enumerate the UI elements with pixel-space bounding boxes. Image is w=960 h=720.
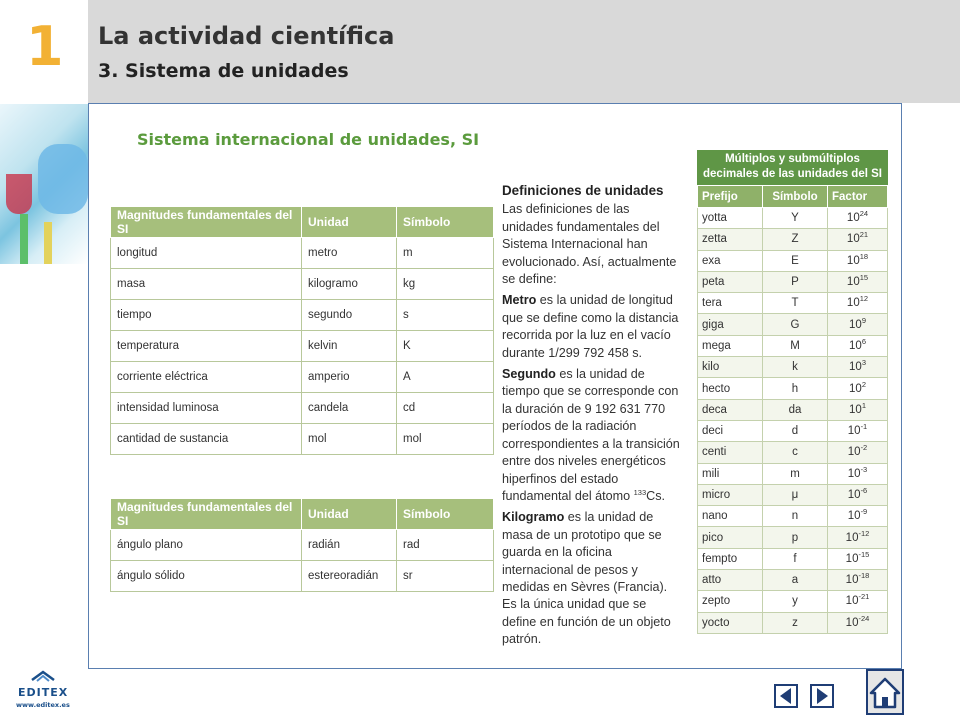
- prefixes-title: Múltiplos y submúltiplos decimales de las unidades del SI: [697, 150, 888, 185]
- isotope-symbol: Cs.: [646, 488, 666, 503]
- table-row: [698, 314, 888, 335]
- factor-base: 10: [845, 531, 859, 544]
- prefix-name: mega: [698, 335, 763, 356]
- factor-exponent: 18: [859, 251, 869, 261]
- table-row: [698, 335, 888, 356]
- table-row: [111, 238, 494, 269]
- table-row: [111, 424, 494, 455]
- prefix-name: yotta: [698, 208, 763, 229]
- prefix-name: deca: [698, 399, 763, 420]
- table-header: Símbolo: [397, 207, 494, 238]
- table-row: [698, 208, 888, 229]
- page-subtitle: 3. Sistema de unidades: [98, 60, 349, 82]
- table-cell: amperio: [302, 362, 397, 393]
- table-cell: ángulo sólido: [111, 561, 302, 592]
- factor-base: 10: [849, 382, 862, 395]
- table-row: [111, 269, 494, 300]
- prefix-factor: [828, 548, 888, 569]
- table-header: Factor: [828, 186, 888, 208]
- logo-text: EDITEX: [18, 686, 69, 699]
- factor-exponent: 24: [859, 209, 869, 219]
- test-tube-shape: [44, 222, 52, 264]
- prefix-name: peta: [698, 271, 763, 292]
- table-cell: tiempo: [111, 300, 302, 331]
- factor-exponent: -2: [860, 443, 868, 453]
- table-cell: intensidad luminosa: [111, 393, 302, 424]
- table-cell: corriente eléctrica: [111, 362, 302, 393]
- prefix-factor: [828, 293, 888, 314]
- section-title: Sistema internacional de unidades, SI: [137, 130, 480, 149]
- factor-base: 10: [847, 446, 861, 459]
- table-cell: cantidad de sustancia: [111, 424, 302, 455]
- arrow-left-icon: [776, 686, 796, 706]
- prefix-symbol: m: [763, 463, 828, 484]
- prefix-name: mili: [698, 463, 763, 484]
- fundamental-units-table: [110, 206, 494, 455]
- prefix-symbol: T: [763, 293, 828, 314]
- factor-base: 10: [845, 552, 859, 565]
- prefix-name: hecto: [698, 378, 763, 399]
- prefix-name: centi: [698, 442, 763, 463]
- factor-exponent: -18: [858, 571, 870, 581]
- test-tube-shape: [20, 214, 28, 264]
- table-row: [698, 527, 888, 548]
- factor-base: 10: [847, 510, 861, 523]
- table-row: [698, 420, 888, 441]
- prefix-symbol: Z: [763, 229, 828, 250]
- home-icon: [868, 671, 902, 713]
- prefix-symbol: E: [763, 250, 828, 271]
- prefix-factor: [828, 229, 888, 250]
- definitions-intro: Las definiciones de las unidades fundamentales del Sistema Internacional han evolucionado. Así, actualmente se define:: [502, 202, 677, 287]
- prefix-factor: [828, 208, 888, 229]
- factor-base: 10: [849, 318, 862, 331]
- logo-url: www.editex.es: [16, 701, 70, 709]
- factor-base: 10: [845, 574, 859, 587]
- prefix-symbol: c: [763, 442, 828, 463]
- prefix-factor: [828, 357, 888, 378]
- table-header: Unidad: [302, 499, 397, 530]
- table-header: Símbolo: [763, 186, 828, 208]
- glove-shape: [38, 144, 88, 214]
- prefix-symbol: f: [763, 548, 828, 569]
- definitions-text: [502, 182, 682, 653]
- header-bar: [88, 0, 960, 103]
- factor-exponent: -12: [858, 528, 870, 538]
- prefix-factor: [828, 314, 888, 335]
- factor-base: 10: [847, 489, 861, 501]
- prefix-name: zepto: [698, 591, 763, 612]
- prefix-symbol: μ: [763, 484, 828, 505]
- factor-exponent: 2: [861, 379, 866, 389]
- prefix-factor: [828, 463, 888, 484]
- factor-exponent: -9: [860, 507, 868, 517]
- table-row: [698, 271, 888, 292]
- table-cell: rad: [397, 530, 494, 561]
- table-row: [111, 530, 494, 561]
- factor-exponent: -15: [858, 549, 870, 559]
- next-button[interactable]: [810, 684, 834, 708]
- prefix-symbol: M: [763, 335, 828, 356]
- table-cell: mol: [302, 424, 397, 455]
- table-row: [698, 378, 888, 399]
- lab-photo: [0, 104, 88, 264]
- prefix-factor: [828, 591, 888, 612]
- table-row: [111, 331, 494, 362]
- table-cell: A: [397, 362, 494, 393]
- table-row: [698, 548, 888, 569]
- table-cell: mol: [397, 424, 494, 455]
- prefix-name: fempto: [698, 548, 763, 569]
- table-row: [698, 442, 888, 463]
- arrow-right-icon: [812, 686, 832, 706]
- factor-base: 10: [849, 403, 862, 416]
- prefix-factor: [828, 570, 888, 591]
- prefix-name: exa: [698, 250, 763, 271]
- prefix-name: zetta: [698, 229, 763, 250]
- definitions-heading: Definiciones de unidades: [502, 183, 664, 198]
- table-header-row: [698, 186, 888, 208]
- factor-exponent: 12: [859, 294, 869, 304]
- table-header: Magnitudes fundamentales del SI: [111, 207, 302, 238]
- prefix-symbol: d: [763, 420, 828, 441]
- factor-exponent: 3: [861, 358, 866, 368]
- supplementary-units-table: [110, 498, 494, 592]
- factor-base: 10: [845, 616, 859, 629]
- prefix-name: micro: [698, 484, 763, 505]
- table-header-row: [111, 499, 494, 530]
- table-cell: sr: [397, 561, 494, 592]
- prefix-symbol: G: [763, 314, 828, 335]
- table-row: [698, 570, 888, 591]
- table-row: [111, 362, 494, 393]
- table-row: [698, 229, 888, 250]
- definition-metro: [502, 292, 682, 362]
- logo-mark-icon: [30, 670, 56, 682]
- factor-base: 10: [849, 361, 862, 374]
- table-row: [698, 357, 888, 378]
- prefixes-panel: [697, 150, 888, 634]
- factor-exponent: 6: [861, 336, 866, 346]
- table-row: [698, 463, 888, 484]
- factor-exponent: -21: [858, 592, 870, 602]
- table-cell: K: [397, 331, 494, 362]
- definition-kilogramo-text: es la unidad de masa de un prototipo que se guarda en la oficina internacional de pesos y medidas en Sèvres (Francia). Es la única unidad que se define en función de un objeto patrón.: [502, 510, 671, 647]
- table-cell: candela: [302, 393, 397, 424]
- prefix-symbol: p: [763, 527, 828, 548]
- prefix-name: giga: [698, 314, 763, 335]
- prefixes-table-body: [698, 208, 888, 634]
- factor-base: 10: [846, 297, 860, 310]
- definition-segundo: [502, 366, 682, 505]
- factor-exponent: -24: [858, 613, 870, 623]
- prefix-factor: [828, 506, 888, 527]
- table-cell: cd: [397, 393, 494, 424]
- factor-base: 10: [846, 233, 860, 246]
- previous-button[interactable]: [774, 684, 798, 708]
- factor-exponent: 9: [861, 315, 866, 325]
- table-row: [111, 300, 494, 331]
- prefix-symbol: P: [763, 271, 828, 292]
- factor-base: 10: [849, 339, 862, 352]
- factor-exponent: 1: [861, 400, 866, 410]
- factor-base: 10: [847, 467, 861, 480]
- prefix-name: tera: [698, 293, 763, 314]
- prefix-factor: [828, 250, 888, 271]
- definition-metro-text: es la unidad de longitud que se define como la distancia recorrida por la luz en el vacío durante 1/299 792 458 s.: [502, 293, 679, 360]
- prefix-name: kilo: [698, 357, 763, 378]
- factor-exponent: -6: [860, 486, 868, 495]
- prefix-symbol: h: [763, 378, 828, 399]
- term-kilogramo: Kilogramo: [502, 510, 565, 525]
- prefix-symbol: Y: [763, 208, 828, 229]
- table-header-row: [111, 207, 494, 238]
- factor-exponent: 15: [859, 273, 869, 283]
- definition-segundo-text: es la unidad de tiempo que se corresponde con la duración de 9 192 631 770 períodos de la radiación correspondientes a la transición entre dos niveles energéticos hiperfinos del estado fundamental del átomo: [502, 367, 680, 503]
- table-cell: kg: [397, 269, 494, 300]
- factor-exponent: -1: [860, 422, 868, 432]
- chapter-number: 1: [26, 15, 64, 78]
- definition-kilogramo: [502, 509, 682, 648]
- table-row: [698, 591, 888, 612]
- factor-base: 10: [847, 425, 861, 438]
- factor-base: 10: [846, 254, 860, 267]
- prefix-factor: [828, 442, 888, 463]
- term-segundo: Segundo: [502, 367, 556, 382]
- table-row: [698, 399, 888, 420]
- table-cell: radián: [302, 530, 397, 561]
- prefix-name: deci: [698, 420, 763, 441]
- home-button[interactable]: [866, 669, 904, 715]
- factor-base: 10: [846, 212, 860, 225]
- prefix-symbol: y: [763, 591, 828, 612]
- prefix-symbol: n: [763, 506, 828, 527]
- table-cell: metro: [302, 238, 397, 269]
- prefix-factor: [828, 335, 888, 356]
- prefix-factor: [828, 612, 888, 633]
- prefixes-table: [697, 185, 888, 634]
- table-cell: kelvin: [302, 331, 397, 362]
- table-header: Unidad: [302, 207, 397, 238]
- table-header: Magnitudes fundamentales del SI: [111, 499, 302, 530]
- table-row: [698, 250, 888, 271]
- table-row: [698, 484, 888, 505]
- table-cell: masa: [111, 269, 302, 300]
- flask-shape: [6, 174, 32, 214]
- table-row: [698, 506, 888, 527]
- prefix-symbol: k: [763, 357, 828, 378]
- factor-base: 10: [845, 595, 859, 608]
- prefix-symbol: z: [763, 612, 828, 633]
- factor-exponent: -3: [860, 464, 868, 474]
- isotope-mass-number: 133: [633, 487, 647, 497]
- table-cell: segundo: [302, 300, 397, 331]
- table-cell: longitud: [111, 238, 302, 269]
- prefix-factor: [828, 399, 888, 420]
- table-row: [111, 561, 494, 592]
- table-row: [698, 293, 888, 314]
- table-cell: m: [397, 238, 494, 269]
- factor-base: 10: [846, 276, 860, 289]
- prefix-symbol: da: [763, 399, 828, 420]
- factor-exponent: 21: [859, 230, 869, 240]
- prefix-name: pico: [698, 527, 763, 548]
- prefix-symbol: a: [763, 570, 828, 591]
- table-cell: temperatura: [111, 331, 302, 362]
- table-header: Símbolo: [397, 499, 494, 530]
- table-cell: estereoradián: [302, 561, 397, 592]
- prefix-factor: [828, 420, 888, 441]
- term-metro: Metro: [502, 293, 537, 308]
- table-row: [111, 393, 494, 424]
- prefix-name: nano: [698, 506, 763, 527]
- prefix-factor: [828, 484, 888, 505]
- table-cell: s: [397, 300, 494, 331]
- prefix-name: atto: [698, 570, 763, 591]
- table-cell: kilogramo: [302, 269, 397, 300]
- prefix-name: yocto: [698, 612, 763, 633]
- table-row: [698, 612, 888, 633]
- prefix-factor: [828, 271, 888, 292]
- prefix-factor: [828, 527, 888, 548]
- table-header: Prefijo: [698, 186, 763, 208]
- page-title: La actividad científica: [98, 22, 395, 50]
- table-cell: ángulo plano: [111, 530, 302, 561]
- prefix-factor: [828, 378, 888, 399]
